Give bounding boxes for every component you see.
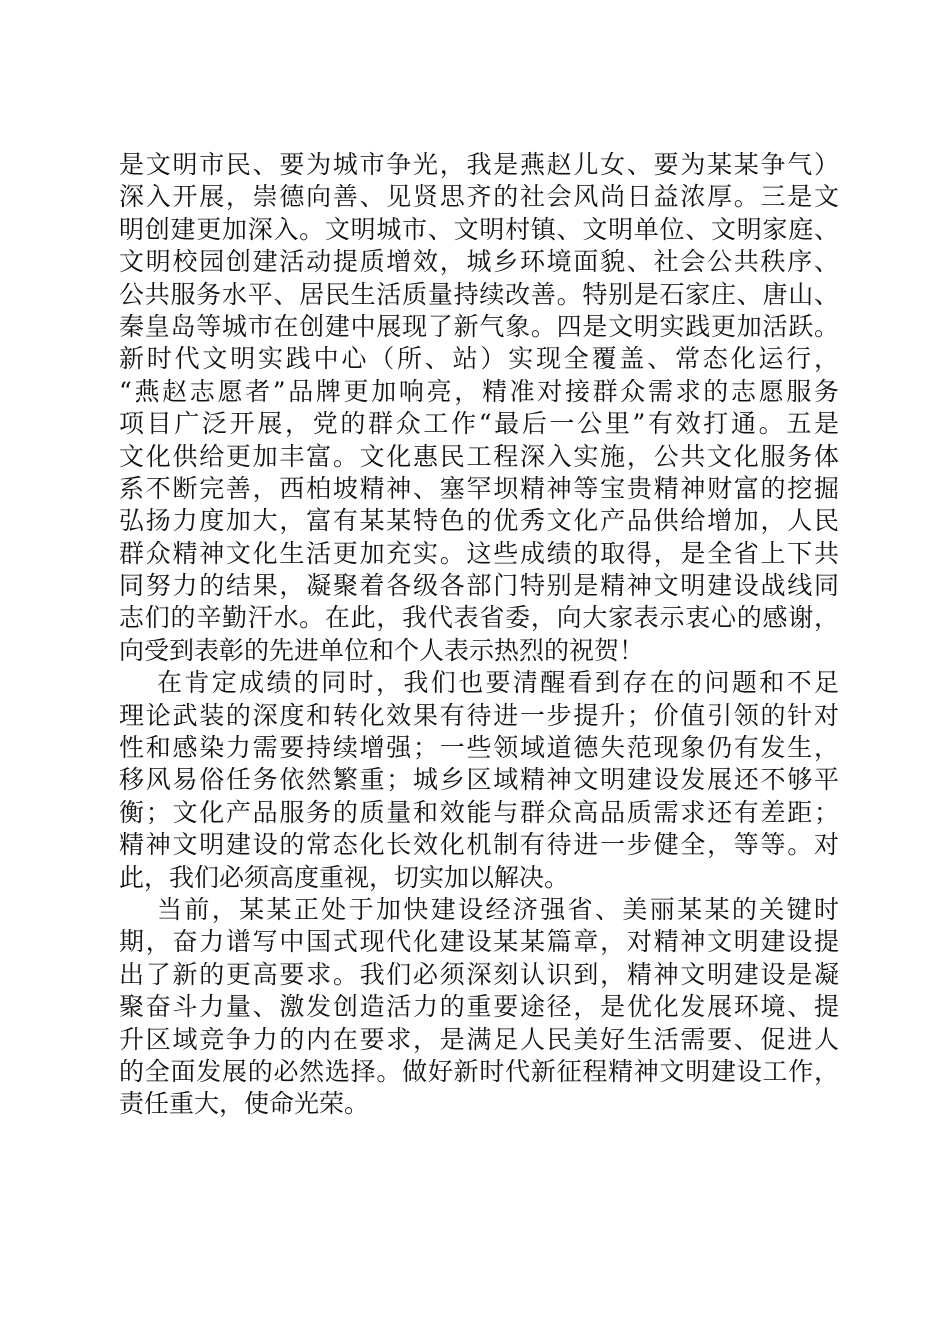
text-line: “燕赵志愿者”品牌更加响亮，精准对接群众需求的志愿服务 <box>119 376 839 406</box>
text-line: 出了新的更高要求。我们必须深刻认识到，精神文明建设是凝 <box>119 959 839 989</box>
text-line: 的全面发展的必然选择。做好新时代新征程精神文明建设工作， <box>119 1056 839 1086</box>
paragraph-problems <box>119 667 839 894</box>
text-line: 此，我们必须高度重视，切实加以解决。 <box>119 862 570 892</box>
text-line: 新时代文明实践中心（所、站）实现全覆盖、常态化运行， <box>119 344 839 374</box>
text-line: 项目广泛开展，党的群众工作“最后一公里”有效打通。五是 <box>119 409 839 439</box>
text-line: 是文明市民、要为城市争光，我是燕赵儿女、要为某某争气） <box>119 150 839 179</box>
text-line: 期，奋力谱写中国式现代化建设某某篇章，对精神文明建设提 <box>119 927 839 957</box>
text-line: 在肯定成绩的同时，我们也要清醒看到存在的问题和不足 <box>157 668 839 698</box>
text-line: 明创建更加深入。文明城市、文明村镇、文明单位、文明家庭、 <box>119 214 839 244</box>
text-line: 性和感染力需要持续增强；一些领域道德失范现象仍有发生， <box>119 733 839 763</box>
text-line: 同努力的结果，凝聚着各级各部门特别是精神文明建设战线同 <box>119 571 839 601</box>
text-line: 移风易俗任务依然繁重；城乡区域精神文明建设发展还不够平 <box>119 765 839 795</box>
text-line: 理论武装的深度和转化效果有待进一步提升；价值引领的针对 <box>119 700 839 730</box>
text-line: 责任重大，使命光荣。 <box>119 1089 370 1119</box>
document-body <box>119 149 839 1121</box>
text-line: 弘扬力度加大，富有某某特色的优秀文化产品供给增加，人民 <box>119 506 839 536</box>
paragraph-current-situation <box>119 894 839 1121</box>
text-line: 公共服务水平、居民生活质量持续改善。特别是石家庄、唐山、 <box>119 279 839 309</box>
text-line: 秦皇岛等城市在创建中展现了新气象。四是文明实践更加活跃。 <box>119 311 839 341</box>
paragraph-achievements <box>119 149 839 667</box>
text-line: 衡；文化产品服务的质量和效能与群众高品质需求还有差距； <box>119 797 839 827</box>
text-line: 精神文明建设的常态化长效化机制有待进一步健全，等等。对 <box>119 830 839 860</box>
text-line: 群众精神文化生活更加充实。这些成绩的取得，是全省上下共 <box>119 538 839 568</box>
text-line: 文明校园创建活动提质增效，城乡环境面貌、社会公共秩序、 <box>119 247 839 277</box>
text-line: 向受到表彰的先进单位和个人表示热烈的祝贺！ <box>119 635 645 665</box>
text-line: 聚奋斗力量、激发创造活力的重要途径，是优化发展环境、提 <box>119 992 839 1022</box>
text-line: 升区域竞争力的内在要求，是满足人民美好生活需要、促进人 <box>119 1024 839 1054</box>
text-line: 系不断完善，西柏坡精神、塞罕坝精神等宝贵精神财富的挖掘 <box>119 473 839 503</box>
text-line: 文化供给更加丰富。文化惠民工程深入实施，公共文化服务体 <box>119 441 839 471</box>
text-line: 深入开展，崇德向善、见贤思齐的社会风尚日益浓厚。三是文 <box>119 182 839 212</box>
text-line: 志们的辛勤汗水。在此，我代表省委，向大家表示衷心的感谢， <box>119 603 839 633</box>
text-line: 当前，某某正处于加快建设经济强省、美丽某某的关键时 <box>157 894 839 924</box>
